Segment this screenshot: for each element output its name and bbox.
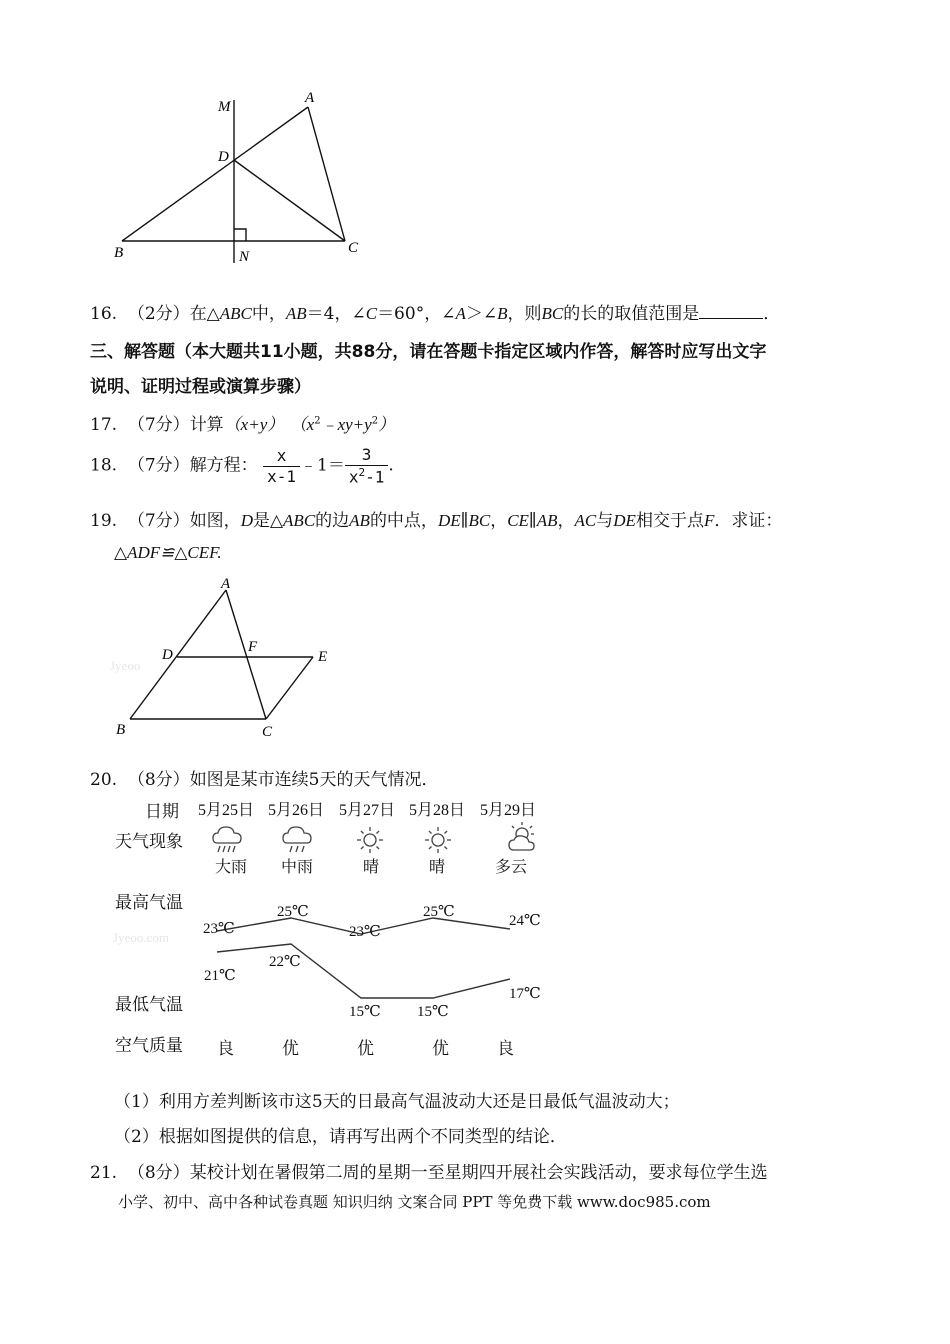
question-17: 17. （7分）计算（x+y） $(x^2﹣xy+y^2)$ — [90, 415, 396, 435]
label-a: A — [221, 576, 231, 592]
rain-cloud-icon — [283, 827, 311, 852]
segment-ce — [266, 657, 313, 719]
phenomenon-5: 多云 — [495, 859, 528, 876]
segment-ab — [130, 590, 226, 719]
watermark: Jyeoo — [110, 658, 141, 673]
low-temp-1: 21℃ — [204, 968, 236, 984]
phenomenon-1: 大雨 — [215, 859, 248, 876]
phenomenon-3: 晴 — [363, 859, 380, 876]
air-quality-3: 优 — [357, 1039, 374, 1058]
date-4: 5月28日 — [409, 802, 466, 819]
low-temp-line — [217, 944, 510, 998]
row-label-high: 最高气温 — [115, 893, 183, 912]
label-a: A — [305, 90, 315, 106]
air-quality-2: 优 — [282, 1039, 299, 1058]
page-footer: 小学、初中、高中各种试卷真题 知识归纳 文案合同 PPT 等免费下载 www.doc985.com — [118, 1193, 711, 1211]
low-temp-3: 15℃ — [349, 1004, 381, 1020]
high-temp-3: 23℃ — [349, 924, 381, 940]
date-5: 5月29日 — [480, 802, 537, 819]
weather-chart — [105, 790, 565, 1070]
question-19: 19. （7分）如图，D是△ABC的边AB的中点，DE∥BC，CE∥AB，AC与DE相交于点F．求证： — [90, 511, 783, 531]
watermark: Jyeoo.com — [113, 930, 169, 945]
high-temp-5: 24℃ — [509, 913, 541, 929]
label-c: C — [348, 240, 359, 256]
label-c: C — [262, 724, 273, 740]
question-19-line2: △ADF≌△CEF. — [114, 543, 222, 562]
date-1: 5月25日 — [198, 802, 255, 819]
low-temp-5: 17℃ — [509, 986, 541, 1002]
label-m: M — [218, 99, 231, 115]
label-n: N — [239, 249, 250, 265]
low-temp-2: 22℃ — [269, 954, 301, 970]
phenomenon-2: 中雨 — [281, 859, 314, 876]
row-label-air: 空气质量 — [115, 1036, 183, 1055]
answer-blank[interactable] — [699, 304, 763, 319]
question-21: 21. （8分）某校计划在暑假第二周的星期一至星期四开展社会实践活动，要求每位学生选 — [90, 1163, 768, 1183]
label-f: F — [248, 639, 258, 655]
question-20-sub-1: （1）利用方差判断该市这5天的日最高气温波动大还是日最低气温波动大； — [114, 1092, 680, 1112]
high-temp-1: 23℃ — [203, 921, 235, 937]
right-angle-mark — [234, 229, 246, 241]
row-label-date: 日期 — [145, 802, 179, 821]
row-label-low: 最低气温 — [115, 995, 183, 1014]
segment-ba — [122, 107, 308, 241]
segment-ac — [226, 590, 266, 719]
figure-parallelogram — [100, 570, 350, 745]
label-b: B — [116, 722, 126, 738]
high-temp-4: 25℃ — [423, 904, 455, 920]
partly-cloudy-icon — [509, 822, 534, 850]
section-3-header: 三、解答题（本大题共11小题，共88分，请在答题卡指定区域内作答，解答时应写出文字 说明、证明过程或演算步骤） — [90, 342, 767, 397]
date-2: 5月26日 — [268, 802, 325, 819]
fraction-3-over-x2-minus-1: $\frac{3}{x^2-1}$ — [345, 445, 389, 487]
label-b: B — [114, 245, 124, 261]
sun-icon — [425, 827, 451, 853]
question-20: 20. （8分）如图是某市连续5天的天气情况． — [90, 770, 439, 790]
label-e: E — [318, 649, 328, 665]
air-quality-4: 优 — [432, 1039, 449, 1058]
question-16: 16. （2分）在△ABC中，AB＝4，∠C＝60°，∠A＞∠B，则BC的长的取值范围是 ． — [90, 304, 781, 324]
phenomenon-4: 晴 — [429, 859, 446, 876]
label-d: D — [162, 647, 173, 663]
air-quality-1: 良 — [217, 1039, 234, 1058]
label-d: D — [218, 149, 229, 165]
row-label-phenomenon: 天气现象 — [115, 832, 183, 851]
question-18: 18. （7分）解方程： $\frac{x}{x-1}$ ﹣1＝ $\frac{3}{x^2-1}$ . — [90, 445, 394, 487]
segment-ac — [308, 107, 345, 241]
rain-cloud-icon — [213, 827, 241, 852]
sun-icon — [357, 827, 383, 853]
figure-triangle-mn — [100, 80, 380, 275]
air-quality-5: 良 — [497, 1039, 514, 1058]
segment-dc — [234, 160, 345, 241]
question-20-sub-2: （2）根据如图提供的信息，请再写出两个不同类型的结论． — [114, 1127, 567, 1147]
low-temp-4: 15℃ — [417, 1004, 449, 1020]
date-3: 5月27日 — [339, 802, 396, 819]
fraction-x-over-x-minus-1: $\frac{x}{x-1}$ — [263, 446, 300, 487]
high-temp-2: 25℃ — [277, 904, 309, 920]
